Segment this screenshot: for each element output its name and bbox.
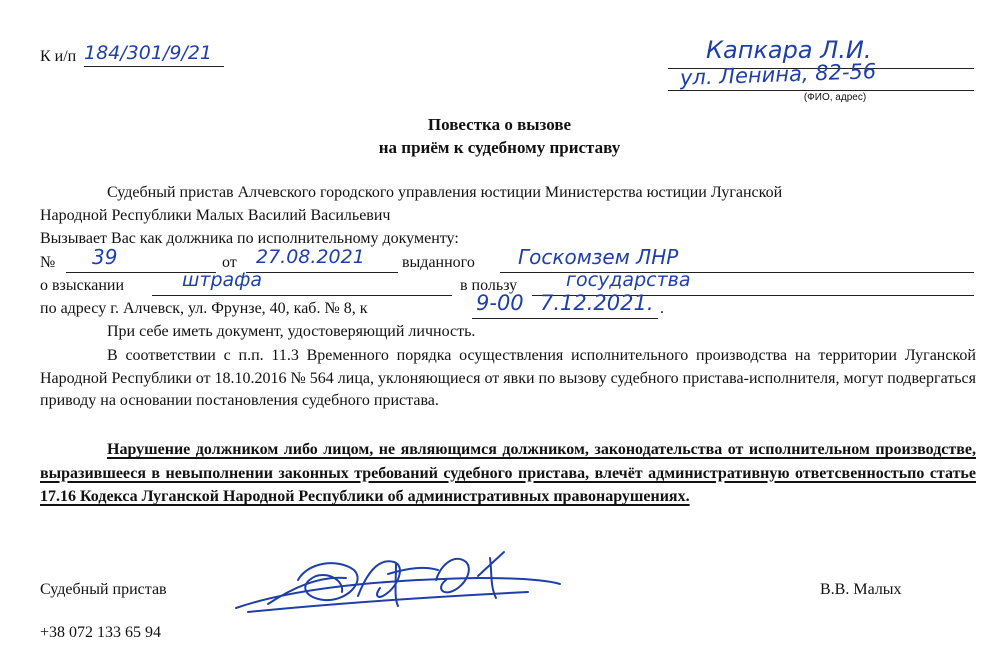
order-paragraph: В соответствии с п.п. 11.3 Временного порядка осуществления исполнительного производства на территории Луганской Народной Республики от 18.10.2016 № 564 лица, уклоняющиеся от явки по вызову судебного пристава-исполнителя, могут подвергаться приводу на основании постановления судебного пристава. xyxy=(40,347,976,409)
warning-paragraph: Нарушение должником либо лицом, не являющимся должником, законодательства от исполнительном производстве, выразившееся в невыполнении законных требований судебного пристава, влечёт административную ответсвенностьпо статье 17.16 Кодекса Луганской Народной Республики об административных правонарушениях. xyxy=(40,441,976,505)
appointment-date: 7.12.2021. xyxy=(540,291,654,315)
recipient-caption: (ФИО, адрес) xyxy=(803,92,867,103)
case-number-value: 184/301/9/21 xyxy=(84,42,212,64)
favor-value: государства xyxy=(566,269,691,291)
document-notice: При себе иметь документ, удостоверяющий личность. xyxy=(107,323,476,340)
doc-number-value: 39 xyxy=(92,245,118,269)
document-title: Повестка о вызове xyxy=(427,115,572,134)
issuer-label: выданного xyxy=(402,254,475,271)
appointment-time: 9-00 xyxy=(476,291,524,315)
issuer-value: Госкомзем ЛНР xyxy=(518,245,679,269)
doc-date-line xyxy=(246,272,398,273)
doc-date-label: от xyxy=(222,254,237,271)
intro-line-1: Судебный пристав Алчевского городского управления юстиции Министерства юстиции Луганской xyxy=(107,184,783,201)
phone-number: +38 072 133 65 94 xyxy=(40,624,162,641)
document-subtitle: на приём к судебному приставу xyxy=(378,138,621,157)
recipient-line-2 xyxy=(668,90,974,91)
recovery-label: о взыскании xyxy=(40,277,125,294)
favor-label: в пользу xyxy=(460,277,518,294)
signature-image xyxy=(228,540,568,620)
doc-number-label: № xyxy=(40,254,56,271)
recipient-address: ул. Ленина, 82-56 xyxy=(679,59,877,90)
case-number-line xyxy=(84,66,224,67)
recovery-value: штрафа xyxy=(182,269,263,291)
doc-date-value: 27.08.2021 xyxy=(256,246,365,268)
signer-title: Судебный пристав xyxy=(40,581,167,598)
case-number-label: К и/п xyxy=(40,48,77,65)
intro-line-3: Вызывает Вас как должника по исполнительному документу: xyxy=(40,230,459,247)
recovery-line xyxy=(152,295,452,296)
signer-name: В.В. Малых xyxy=(820,581,902,598)
recipient-name: Капкара Л.И. xyxy=(706,36,872,64)
address-period: . xyxy=(660,300,664,317)
appointment-line xyxy=(472,318,658,319)
intro-line-2: Народной Республики Малых Василий Васильевич xyxy=(40,207,391,224)
address-label: по адресу г. Алчевск, ул. Фрунзе, 40, каб. № 8, к xyxy=(40,300,368,317)
